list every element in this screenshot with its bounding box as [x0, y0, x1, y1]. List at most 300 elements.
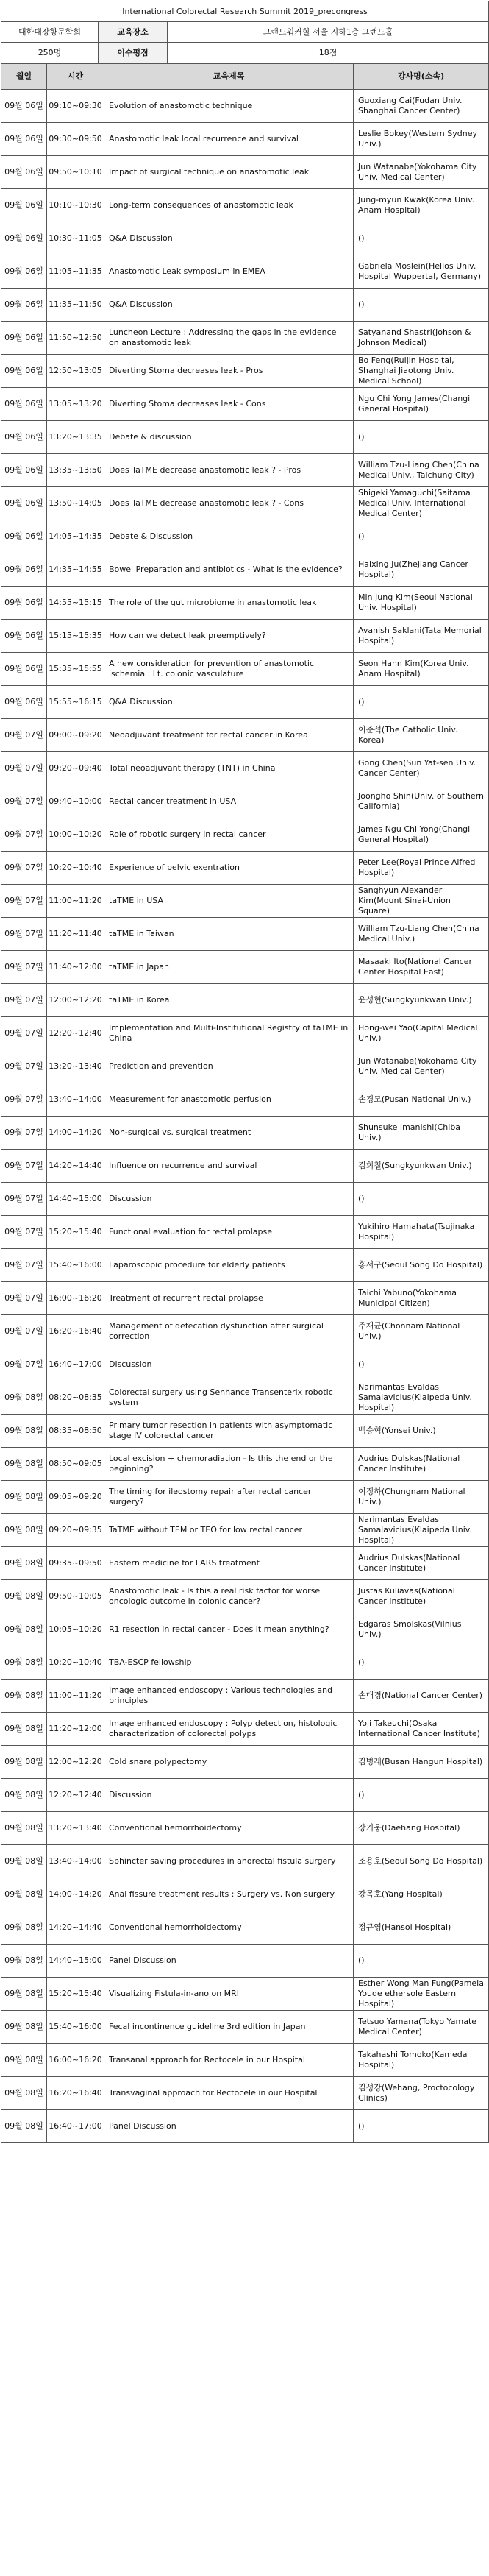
time-cell: 13:35~13:50 [47, 454, 104, 487]
date-cell: 09월 06일 [1, 520, 47, 553]
table-row [1, 1315, 489, 1348]
table-row [1, 1812, 489, 1845]
speaker-cell: () [354, 1945, 489, 1978]
table-row [1, 454, 489, 487]
date-cell: 09월 06일 [1, 289, 47, 322]
table-row [1, 620, 489, 653]
date-cell: 09월 08일 [1, 1613, 47, 1646]
speaker-cell: 윤성현(Sungkyunkwan Univ.) [354, 984, 489, 1017]
date-cell: 09월 06일 [1, 156, 47, 189]
speaker-cell: 조용호(Seoul Song Do Hospital) [354, 1845, 489, 1878]
time-cell: 11:20~12:00 [47, 1713, 104, 1746]
topic-cell: Implementation and Multi-Institutional Registry of taTME in China [104, 1017, 354, 1050]
speaker-cell: () [354, 421, 489, 454]
speaker-cell: Ngu Chi Yong James(Changi General Hospital) [354, 388, 489, 421]
date-cell: 09월 06일 [1, 587, 47, 620]
table-row [1, 255, 489, 289]
time-cell: 10:30~11:05 [47, 222, 104, 255]
time-cell: 16:40~17:00 [47, 2110, 104, 2143]
date-cell: 09월 08일 [1, 1481, 47, 1514]
speaker-cell: Min Jung Kim(Seoul National Univ. Hospital) [354, 587, 489, 620]
table-row [1, 1547, 489, 1580]
table-row [1, 123, 489, 156]
topic-cell: How can we detect leak preemptively? [104, 620, 354, 653]
date-cell: 09월 08일 [1, 1580, 47, 1613]
date-cell: 09월 06일 [1, 487, 47, 520]
speaker-cell: () [354, 520, 489, 553]
table-row [1, 1746, 489, 1779]
topic-cell: taTME in Korea [104, 984, 354, 1017]
date-cell: 09월 06일 [1, 90, 47, 123]
date-cell: 09월 08일 [1, 1680, 47, 1713]
topic-cell: Treatment of recurrent rectal prolapse [104, 1282, 354, 1315]
date-cell: 09월 08일 [1, 1878, 47, 1911]
topic-cell: Non-surgical vs. surgical treatment [104, 1117, 354, 1150]
topic-cell: R1 resection in rectal cancer - Does it mean anything? [104, 1613, 354, 1646]
speaker-cell: 백승혁(Yonsei Univ.) [354, 1415, 489, 1448]
speaker-cell: Esther Wong Man Fung(Pamela Youde ethersole Eastern Hospital) [354, 1978, 489, 2011]
date-cell: 09월 08일 [1, 1779, 47, 1812]
column-header-speaker: 강사명(소속) [354, 64, 489, 90]
date-cell: 09월 07일 [1, 818, 47, 852]
time-cell: 13:20~13:35 [47, 421, 104, 454]
speaker-cell: Jun Watanabe(Yokohama City Univ. Medical Center) [354, 156, 489, 189]
speaker-cell: () [354, 1646, 489, 1680]
table-row [1, 2044, 489, 2077]
time-cell: 12:50~13:05 [47, 355, 104, 388]
topic-cell: Fecal incontinence guideline 3rd edition in Japan [104, 2011, 354, 2044]
speaker-cell: Taichi Yabuno(Yokohama Municipal Citizen) [354, 1282, 489, 1315]
topic-cell: Influence on recurrence and survival [104, 1150, 354, 1183]
date-cell: 09월 06일 [1, 653, 47, 686]
table-row [1, 1017, 489, 1050]
date-cell: 09월 06일 [1, 620, 47, 653]
table-row [1, 553, 489, 587]
table-row [1, 1448, 489, 1481]
table-row [1, 322, 489, 355]
speaker-cell: () [354, 289, 489, 322]
speaker-cell: Shigeki Yamaguchi(Saitama Medical Univ. International Medical Center) [354, 487, 489, 520]
speaker-cell: 장기웅(Daehang Hospital) [354, 1812, 489, 1845]
schedule-table [1, 63, 489, 2143]
time-cell: 14:40~15:00 [47, 1945, 104, 1978]
document-title: International Colorectal Research Summit 2019_precongress [1, 1, 489, 22]
speaker-cell: () [354, 1183, 489, 1216]
speaker-cell: Takahashi Tomoko(Kameda Hospital) [354, 2044, 489, 2077]
speaker-cell: Jung-myun Kwak(Korea Univ. Anam Hospital) [354, 189, 489, 222]
speaker-cell: Shunsuke Imanishi(Chiba Univ.) [354, 1117, 489, 1150]
topic-cell: Q&A Discussion [104, 222, 354, 255]
table-row [1, 818, 489, 852]
date-cell: 09월 08일 [1, 2110, 47, 2143]
table-row [1, 1978, 489, 2011]
topic-cell: Prediction and prevention [104, 1050, 354, 1083]
topic-cell: A new consideration for prevention of anastomotic ischemia : Lt. colonic vasculature [104, 653, 354, 686]
speaker-cell: Satyanand Shastri(Johson & Johnson Medical) [354, 322, 489, 355]
topic-cell: Total neoadjuvant therapy (TNT) in China [104, 752, 354, 785]
title-row [1, 1, 489, 22]
table-row [1, 1680, 489, 1713]
date-cell: 09월 07일 [1, 1050, 47, 1083]
time-cell: 15:40~16:00 [47, 2011, 104, 2044]
time-cell: 09:10~09:30 [47, 90, 104, 123]
table-row [1, 1613, 489, 1646]
table-row [1, 1878, 489, 1911]
date-cell: 09월 06일 [1, 553, 47, 587]
table-row [1, 984, 489, 1017]
time-cell: 13:20~13:40 [47, 1050, 104, 1083]
speaker-cell: Gong Chen(Sun Yat-sen Univ. Cancer Center) [354, 752, 489, 785]
credit: 18점 [168, 43, 489, 63]
time-cell: 13:40~14:00 [47, 1083, 104, 1117]
topic-cell: Luncheon Lecture : Addressing the gaps in the evidence on anastomotic leak [104, 322, 354, 355]
time-cell: 16:40~17:00 [47, 1348, 104, 1381]
topic-cell: Does TaTME decrease anastomotic leak ? - Cons [104, 487, 354, 520]
table-row [1, 487, 489, 520]
date-cell: 09월 08일 [1, 1845, 47, 1878]
time-cell: 16:00~16:20 [47, 2044, 104, 2077]
speaker-cell: Haixing Ju(Zhejiang Cancer Hospital) [354, 553, 489, 587]
table-row [1, 1779, 489, 1812]
time-cell: 15:35~15:55 [47, 653, 104, 686]
time-cell: 10:05~10:20 [47, 1613, 104, 1646]
date-cell: 09월 07일 [1, 752, 47, 785]
speaker-cell: Sanghyun Alexander Kim(Mount Sinai-Union Square) [354, 885, 489, 918]
organizer: 대한대장항문학회 [1, 22, 99, 43]
table-row [1, 918, 489, 951]
speaker-cell: Narimantas Evaldas Samalavicius(Klaipeda Univ. Hospital) [354, 1514, 489, 1547]
date-cell: 09월 08일 [1, 1547, 47, 1580]
date-cell: 09월 06일 [1, 421, 47, 454]
date-cell: 09월 07일 [1, 1216, 47, 1249]
date-cell: 09월 06일 [1, 388, 47, 421]
topic-cell: taTME in Taiwan [104, 918, 354, 951]
time-cell: 09:30~09:50 [47, 123, 104, 156]
topic-cell: Long-term consequences of anastomotic leak [104, 189, 354, 222]
topic-cell: Sphincter saving procedures in anorectal fistula surgery [104, 1845, 354, 1878]
table-row [1, 2011, 489, 2044]
topic-cell: Visualizing Fistula-in-ano on MRI [104, 1978, 354, 2011]
time-cell: 09:50~10:05 [47, 1580, 104, 1613]
topic-cell: Diverting Stoma decreases leak - Pros [104, 355, 354, 388]
topic-cell: Experience of pelvic exentration [104, 852, 354, 885]
topic-cell: The timing for ileostomy repair after rectal cancer surgery? [104, 1481, 354, 1514]
table-row [1, 1580, 489, 1613]
speaker-cell: () [354, 1779, 489, 1812]
topic-cell: Evolution of anastomotic technique [104, 90, 354, 123]
speaker-cell: Edgaras Smolskas(Vilnius Univ.) [354, 1613, 489, 1646]
topic-cell: Transvaginal approach for Rectocele in our Hospital [104, 2077, 354, 2110]
time-cell: 11:00~11:20 [47, 1680, 104, 1713]
table-row [1, 1183, 489, 1216]
topic-cell: Measurement for anastomotic perfusion [104, 1083, 354, 1117]
table-row [1, 1945, 489, 1978]
time-cell: 13:20~13:40 [47, 1812, 104, 1845]
speaker-cell: William Tzu-Liang Chen(China Medical Univ., Taichung City) [354, 454, 489, 487]
topic-cell: Laparoscopic procedure for elderly patients [104, 1249, 354, 1282]
table-row [1, 1249, 489, 1282]
time-cell: 13:50~14:05 [47, 487, 104, 520]
topic-cell: Eastern medicine for LARS treatment [104, 1547, 354, 1580]
speaker-cell: William Tzu-Liang Chen(China Medical Univ.) [354, 918, 489, 951]
date-cell: 09월 08일 [1, 1713, 47, 1746]
topic-cell: taTME in USA [104, 885, 354, 918]
time-cell: 09:50~10:10 [47, 156, 104, 189]
topic-cell: Panel Discussion [104, 2110, 354, 2143]
topic-cell: Functional evaluation for rectal prolapse [104, 1216, 354, 1249]
table-row [1, 1415, 489, 1448]
speaker-cell: Guoxiang Cai(Fudan Univ. Shanghai Cancer Center) [354, 90, 489, 123]
date-cell: 09월 06일 [1, 123, 47, 156]
info-row-venue [1, 22, 489, 43]
table-row [1, 1282, 489, 1315]
table-row [1, 355, 489, 388]
time-cell: 16:20~16:40 [47, 2077, 104, 2110]
speaker-cell: 홍서구(Seoul Song Do Hospital) [354, 1249, 489, 1282]
topic-cell: Role of robotic surgery in rectal cancer [104, 818, 354, 852]
table-row [1, 1216, 489, 1249]
speaker-cell: () [354, 2110, 489, 2143]
table-row [1, 951, 489, 984]
time-cell: 16:00~16:20 [47, 1282, 104, 1315]
date-cell: 09월 08일 [1, 1514, 47, 1547]
table-row [1, 1117, 489, 1150]
date-cell: 09월 07일 [1, 1083, 47, 1117]
date-cell: 09월 07일 [1, 1017, 47, 1050]
time-cell: 10:20~10:40 [47, 852, 104, 885]
date-cell: 09월 07일 [1, 885, 47, 918]
date-cell: 09월 08일 [1, 1415, 47, 1448]
speaker-cell: () [354, 222, 489, 255]
topic-cell: Image enhanced endoscopy : Various technologies and principles [104, 1680, 354, 1713]
topic-cell: Rectal cancer treatment in USA [104, 785, 354, 818]
date-cell: 09월 06일 [1, 686, 47, 719]
time-cell: 09:40~10:00 [47, 785, 104, 818]
quota: 250명 [1, 43, 99, 63]
date-cell: 09월 07일 [1, 951, 47, 984]
topic-cell: Colorectal surgery using Senhance Transenterix robotic system [104, 1381, 354, 1415]
date-cell: 09월 08일 [1, 1978, 47, 2011]
table-row [1, 852, 489, 885]
table-row [1, 189, 489, 222]
time-cell: 13:40~14:00 [47, 1845, 104, 1878]
time-cell: 11:05~11:35 [47, 255, 104, 289]
column-header-topic: 교육제목 [104, 64, 354, 90]
time-cell: 14:35~14:55 [47, 553, 104, 587]
topic-cell: Conventional hemorrhoidectomy [104, 1812, 354, 1845]
column-header-time: 시간 [47, 64, 104, 90]
time-cell: 08:20~08:35 [47, 1381, 104, 1415]
table-row [1, 752, 489, 785]
time-cell: 11:40~12:00 [47, 951, 104, 984]
time-cell: 14:05~14:35 [47, 520, 104, 553]
header-table [1, 1, 489, 63]
speaker-cell: 강목호(Yang Hospital) [354, 1878, 489, 1911]
topic-cell: taTME in Japan [104, 951, 354, 984]
speaker-cell: Gabriela Moslein(Helios Univ. Hospital Wuppertal, Germany) [354, 255, 489, 289]
topic-cell: TBA-ESCP fellowship [104, 1646, 354, 1680]
table-row [1, 388, 489, 421]
venue-label: 교육장소 [99, 22, 168, 43]
date-cell: 09월 07일 [1, 984, 47, 1017]
table-row [1, 421, 489, 454]
time-cell: 14:55~15:15 [47, 587, 104, 620]
table-row [1, 587, 489, 620]
speaker-cell: Yoji Takeuchi(Osaka International Cancer Institute) [354, 1713, 489, 1746]
time-cell: 11:20~11:40 [47, 918, 104, 951]
speaker-cell: 김병래(Busan Hangun Hospital) [354, 1746, 489, 1779]
time-cell: 12:20~12:40 [47, 1017, 104, 1050]
time-cell: 16:20~16:40 [47, 1315, 104, 1348]
topic-cell: Anal fissure treatment results : Surgery vs. Non surgery [104, 1878, 354, 1911]
speaker-cell: Avanish Saklani(Tata Memorial Hospital) [354, 620, 489, 653]
table-row [1, 1514, 489, 1547]
time-cell: 12:20~12:40 [47, 1779, 104, 1812]
time-cell: 14:00~14:20 [47, 1878, 104, 1911]
speaker-cell: () [354, 1348, 489, 1381]
topic-cell: Debate & Discussion [104, 520, 354, 553]
credit-label: 이수평점 [99, 43, 168, 63]
speaker-cell: Peter Lee(Royal Prince Alfred Hospital) [354, 852, 489, 885]
date-cell: 09월 08일 [1, 1381, 47, 1415]
speaker-cell: Masaaki Ito(National Cancer Center Hospital East) [354, 951, 489, 984]
topic-cell: Conventional hemorrhoidectomy [104, 1911, 354, 1945]
speaker-cell: Audrius Dulskas(National Cancer Institute) [354, 1547, 489, 1580]
time-cell: 09:20~09:40 [47, 752, 104, 785]
time-cell: 14:00~14:20 [47, 1117, 104, 1150]
date-cell: 09월 06일 [1, 255, 47, 289]
topic-cell: Does TaTME decrease anastomotic leak ? - Pros [104, 454, 354, 487]
topic-cell: Discussion [104, 1183, 354, 1216]
time-cell: 10:10~10:30 [47, 189, 104, 222]
table-row [1, 90, 489, 123]
table-row [1, 222, 489, 255]
table-row [1, 719, 489, 752]
time-cell: 09:00~09:20 [47, 719, 104, 752]
date-cell: 09월 07일 [1, 785, 47, 818]
topic-cell: Anastomotic leak - Is this a real risk factor for worse oncologic outcome in colonic cancer? [104, 1580, 354, 1613]
time-cell: 14:20~14:40 [47, 1150, 104, 1183]
date-cell: 09월 06일 [1, 222, 47, 255]
table-row [1, 885, 489, 918]
time-cell: 12:00~12:20 [47, 984, 104, 1017]
time-cell: 15:55~16:15 [47, 686, 104, 719]
time-cell: 12:00~12:20 [47, 1746, 104, 1779]
speaker-cell: Tetsuo Yamana(Tokyo Yamate Medical Center) [354, 2011, 489, 2044]
time-cell: 15:20~15:40 [47, 1978, 104, 2011]
time-cell: 10:00~10:20 [47, 818, 104, 852]
date-cell: 09월 08일 [1, 1945, 47, 1978]
speaker-cell: Seon Hahn Kim(Korea Univ. Anam Hospital) [354, 653, 489, 686]
time-cell: 11:35~11:50 [47, 289, 104, 322]
topic-cell: The role of the gut microbiome in anastomotic leak [104, 587, 354, 620]
topic-cell: Debate & discussion [104, 421, 354, 454]
table-row [1, 1911, 489, 1945]
venue: 그랜드워커힐 서울 지하1층 그랜드홀 [168, 22, 489, 43]
table-row [1, 1150, 489, 1183]
table-row [1, 1713, 489, 1746]
column-header-date: 월일 [1, 64, 47, 90]
date-cell: 09월 07일 [1, 1249, 47, 1282]
date-cell: 09월 06일 [1, 454, 47, 487]
speaker-cell: Jun Watanabe(Yokohama City Univ. Medical Center) [354, 1050, 489, 1083]
speaker-cell: 김성강(Wehang, Proctocology Clinics) [354, 2077, 489, 2110]
speaker-cell: 김희철(Sungkyunkwan Univ.) [354, 1150, 489, 1183]
table-row [1, 1083, 489, 1117]
date-cell: 09월 08일 [1, 2044, 47, 2077]
speaker-cell: Leslie Bokey(Western Sydney Univ.) [354, 123, 489, 156]
date-cell: 09월 08일 [1, 1812, 47, 1845]
topic-cell: Neoadjuvant treatment for rectal cancer in Korea [104, 719, 354, 752]
speaker-cell: 정규영(Hansol Hospital) [354, 1911, 489, 1945]
date-cell: 09월 07일 [1, 1117, 47, 1150]
topic-cell: Impact of surgical technique on anastomotic leak [104, 156, 354, 189]
topic-cell: Q&A Discussion [104, 289, 354, 322]
topic-cell: Diverting Stoma decreases leak - Cons [104, 388, 354, 421]
date-cell: 09월 08일 [1, 1448, 47, 1481]
table-row [1, 156, 489, 189]
speaker-cell: Hong-wei Yao(Capital Medical Univ.) [354, 1017, 489, 1050]
topic-cell: Management of defecation dysfunction after surgical correction [104, 1315, 354, 1348]
time-cell: 08:35~08:50 [47, 1415, 104, 1448]
table-row [1, 785, 489, 818]
topic-cell: Cold snare polypectomy [104, 1746, 354, 1779]
table-row [1, 1481, 489, 1514]
time-cell: 15:40~16:00 [47, 1249, 104, 1282]
time-cell: 09:05~09:20 [47, 1481, 104, 1514]
speaker-cell: 이준석(The Catholic Univ. Korea) [354, 719, 489, 752]
time-cell: 10:20~10:40 [47, 1646, 104, 1680]
date-cell: 09월 07일 [1, 1150, 47, 1183]
time-cell: 14:20~14:40 [47, 1911, 104, 1945]
time-cell: 09:35~09:50 [47, 1547, 104, 1580]
time-cell: 15:15~15:35 [47, 620, 104, 653]
table-row [1, 1348, 489, 1381]
topic-cell: Discussion [104, 1348, 354, 1381]
table-row [1, 653, 489, 686]
topic-cell: TaTME without TEM or TEO for low rectal cancer [104, 1514, 354, 1547]
topic-cell: Local excision + chemoradiation - Is this the end or the beginning? [104, 1448, 354, 1481]
date-cell: 09월 07일 [1, 719, 47, 752]
date-cell: 09월 06일 [1, 322, 47, 355]
speaker-cell: Bo Feng(Ruijin Hospital, Shanghai Jiaotong Univ. Medical School) [354, 355, 489, 388]
speaker-cell: Narimantas Evaldas Samalavicius(Klaipeda Univ. Hospital) [354, 1381, 489, 1415]
table-row [1, 686, 489, 719]
topic-cell: Anastomotic Leak symposium in EMEA [104, 255, 354, 289]
speaker-cell: 손경모(Pusan National Univ.) [354, 1083, 489, 1117]
table-row [1, 289, 489, 322]
speaker-cell: 손대경(National Cancer Center) [354, 1680, 489, 1713]
date-cell: 09월 08일 [1, 2011, 47, 2044]
date-cell: 09월 08일 [1, 1746, 47, 1779]
curriculum-document [1, 1, 488, 2143]
topic-cell: Transanal approach for Rectocele in our Hospital [104, 2044, 354, 2077]
column-header-row [1, 64, 489, 90]
table-row [1, 520, 489, 553]
date-cell: 09월 08일 [1, 2077, 47, 2110]
date-cell: 09월 07일 [1, 918, 47, 951]
time-cell: 13:05~13:20 [47, 388, 104, 421]
date-cell: 09월 07일 [1, 1282, 47, 1315]
table-row [1, 1050, 489, 1083]
info-row-credit [1, 43, 489, 63]
topic-cell: Bowel Preparation and antibiotics - What is the evidence? [104, 553, 354, 587]
time-cell: 09:20~09:35 [47, 1514, 104, 1547]
speaker-cell: () [354, 686, 489, 719]
topic-cell: Panel Discussion [104, 1945, 354, 1978]
schedule-body [1, 90, 489, 2143]
speaker-cell: Audrius Dulskas(National Cancer Institute) [354, 1448, 489, 1481]
